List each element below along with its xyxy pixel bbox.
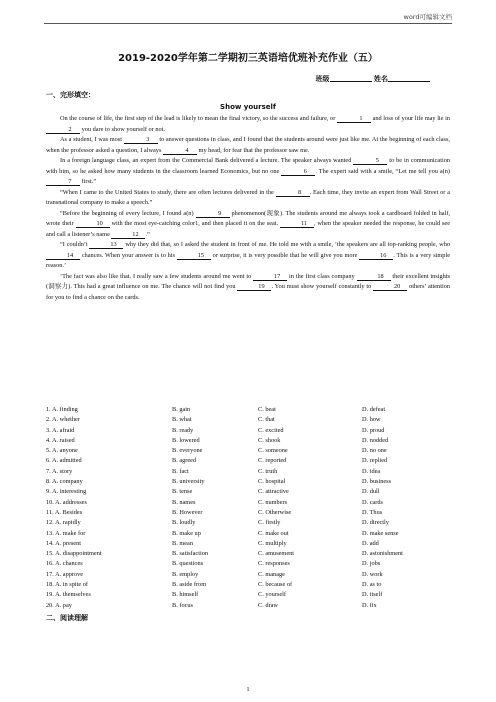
option-d[interactable]: D. directly (362, 519, 389, 527)
passage-text: with the most eye-catching color1, and then placed it on the seat. (109, 220, 280, 227)
passage-title: Show yourself (220, 103, 276, 111)
option-a[interactable]: 5. A. anyone (46, 447, 78, 455)
blank-4[interactable]: 4 (163, 147, 197, 155)
option-c[interactable]: C. make out (258, 529, 289, 537)
option-b[interactable]: B. satisfaction (172, 550, 209, 558)
option-d[interactable]: D. dull (362, 488, 380, 496)
option-row (46, 570, 450, 580)
passage-text: my head, for fear that the professor saw me. (196, 146, 310, 154)
passage-text: in the first class company (287, 272, 357, 280)
option-c[interactable]: C. multiply (258, 539, 287, 547)
blank-13[interactable]: 13 (89, 241, 123, 249)
option-b[interactable]: B. make up (172, 529, 201, 537)
option-c[interactable]: C. draw (258, 601, 278, 609)
passage-text: others’ attention for you to find a chance on the cards. (46, 283, 450, 301)
blank-19[interactable]: 19 (237, 283, 271, 291)
class-blank[interactable] (330, 73, 372, 82)
passage-text: . Each time, they invite an expert from Wall Street or a transnational company to make a speech.” (46, 188, 450, 206)
class-label: 班级 (315, 75, 330, 83)
option-c[interactable]: C. amusement (258, 550, 295, 558)
passage-text: phenomenon(现象). The students around me always took a cardboard folded in half, wrote their (46, 209, 450, 227)
passage-text: . You must show yourself constantly to (271, 283, 374, 290)
option-a[interactable]: 10. A. addresses (46, 498, 87, 506)
option-a[interactable]: 17. A. approve (46, 570, 84, 578)
option-row (46, 529, 450, 539)
option-a[interactable]: 4. A. raised (46, 436, 75, 444)
header-note: word可编辑文档 (403, 13, 452, 21)
blank-14[interactable]: 14 (46, 252, 80, 260)
blank-3[interactable]: 3 (124, 136, 158, 144)
option-c[interactable]: C. shook (258, 436, 281, 444)
option-row (46, 539, 450, 549)
blank-18[interactable]: 18 (357, 273, 391, 281)
option-d[interactable]: D. as to (362, 581, 382, 589)
option-d[interactable]: D. replied (362, 457, 388, 465)
option-d[interactable]: D. defeat (362, 406, 386, 413)
passage-text: you dare to show yourself or not. (80, 125, 165, 133)
page-number: 1 (246, 686, 250, 693)
passage-text: to be in communication with him, so he asked how many students in the classroom learned Economics, but no one (46, 157, 451, 175)
option-b[interactable]: B. gain (172, 406, 191, 413)
option-b[interactable]: B. everyone (172, 447, 203, 455)
section-heading-cloze: 一、完形填空： (46, 91, 95, 99)
blank-20[interactable]: 20 (373, 283, 407, 291)
option-c[interactable]: C. excited (258, 426, 284, 434)
passage-text: “Before the beginning of every lecture, I found a(n) (60, 209, 196, 217)
option-c[interactable]: C. numbers (258, 498, 288, 506)
option-c[interactable]: C. firstly (258, 519, 281, 527)
blank-2[interactable]: 2 (46, 126, 80, 134)
blank-1[interactable]: 1 (337, 115, 371, 123)
option-b[interactable]: B. However (172, 508, 203, 516)
passage-paragraph (46, 272, 450, 304)
option-row (46, 456, 450, 466)
passage-text: .” (145, 230, 150, 238)
option-c[interactable]: C. because of (258, 581, 293, 589)
passage-text: why they did that, so I asked the student in front of me. He told me with a smile, ‘the speakers are all top-ranking people, who (123, 241, 450, 248)
option-row (46, 508, 450, 518)
option-row (46, 559, 450, 569)
option-row (46, 590, 450, 600)
blank-12[interactable]: 12 (111, 231, 145, 239)
option-c[interactable]: C. truth (258, 467, 278, 475)
passage-text: . The expert said with a smile, “Let me tell you a(n) (315, 167, 451, 175)
option-c[interactable]: C. beat (258, 406, 276, 413)
option-row (46, 446, 450, 456)
option-b[interactable]: B. himself (172, 591, 199, 599)
option-d[interactable]: D. jobs (362, 560, 381, 568)
option-c[interactable]: C. manage (258, 570, 285, 578)
option-b[interactable]: B. tense (172, 488, 193, 496)
option-d[interactable]: D. make sense (362, 529, 399, 537)
option-b[interactable]: B. mean (172, 539, 193, 547)
passage-paragraph (46, 188, 450, 209)
option-a[interactable]: 11. A. Besides (46, 508, 83, 516)
cloze-passage (46, 114, 450, 303)
option-b[interactable]: B. agreed (172, 457, 197, 465)
passage-text: or surprise, it is very possible that he will give you more (210, 251, 360, 259)
option-d[interactable]: D. fix (362, 601, 377, 609)
option-row (46, 498, 450, 508)
option-d[interactable]: D. astonishment (362, 550, 403, 558)
passage-paragraph (46, 135, 450, 156)
passage-paragraph (46, 156, 450, 188)
passage-text: their excellent insights (洞察力). This had a great influence on me. The chance will not find you (46, 272, 450, 290)
blank-7[interactable]: 7 (46, 178, 80, 186)
passage-text: As a student, I was most (60, 136, 124, 143)
option-d[interactable]: D. idea (362, 467, 381, 475)
blank-6[interactable]: 6 (281, 168, 315, 176)
option-a[interactable]: 19. A. themselves (46, 591, 91, 599)
option-row (46, 549, 450, 559)
option-b[interactable]: B. aside from (172, 581, 207, 589)
blank-10[interactable]: 10 (76, 220, 110, 228)
option-d[interactable]: D. cards (362, 498, 383, 506)
option-c[interactable]: C. hospital (258, 478, 286, 486)
option-row (46, 601, 450, 611)
option-c[interactable]: C. someone (258, 447, 288, 455)
option-b[interactable]: B. employ (172, 570, 199, 578)
option-b[interactable]: B. questions (172, 560, 204, 568)
passage-text: and loss of your life may lie in (370, 115, 450, 122)
option-a[interactable]: 2. A. whether (46, 416, 80, 424)
option-a[interactable]: 9. A. interesting (46, 488, 87, 496)
passage-text: to answer questions in class, and I found that the students around were just like me. At the beginning of each class, when the professor asked a question, I always (46, 136, 450, 154)
option-d[interactable]: D. itself (362, 591, 383, 599)
name-blank[interactable] (388, 73, 430, 82)
passage-paragraph (46, 240, 450, 272)
class-name-line (316, 73, 430, 84)
option-a[interactable]: 18. A. in spite of (46, 581, 88, 589)
passage-text: “I couldn’t (60, 241, 90, 248)
option-a[interactable]: 8. A. company (46, 478, 83, 486)
option-a[interactable]: 13. A. make for (46, 529, 86, 537)
option-d[interactable]: D. work (362, 570, 383, 578)
option-a[interactable]: 14. A. present (46, 539, 81, 547)
option-d[interactable]: D. Thus (362, 508, 383, 516)
name-label: 姓名 (374, 75, 388, 83)
option-d[interactable]: D. add (362, 539, 379, 547)
option-a[interactable]: 20. A. pay (46, 601, 72, 609)
option-c[interactable]: C. responses (258, 560, 290, 568)
option-row (46, 477, 450, 487)
option-c[interactable]: C. reported (258, 457, 287, 465)
option-b[interactable]: B. loudly (172, 519, 196, 527)
blank-11[interactable]: 11 (280, 220, 314, 228)
option-d[interactable]: D. nodded (362, 436, 389, 444)
option-row (46, 405, 450, 415)
options-list (46, 405, 450, 611)
passage-text: first.” (80, 178, 97, 185)
option-c[interactable]: C. that (258, 416, 275, 424)
passage-text: . This is a very simple reason.’ (46, 251, 450, 269)
option-d[interactable]: D. proud (362, 426, 385, 434)
passage-text: ‘The fact was also like that. I really saw a few students around me went to (60, 272, 254, 280)
blank-15[interactable]: 15 (177, 252, 211, 260)
option-row (46, 467, 450, 477)
blank-5[interactable]: 5 (353, 157, 387, 165)
passage-paragraph (46, 209, 450, 241)
section-heading-reading: 二、阅读理解 (46, 614, 88, 622)
option-a[interactable]: 16. A. chances (46, 560, 83, 568)
option-d[interactable]: D. no one (362, 447, 387, 455)
option-c[interactable]: C. attractive (258, 488, 289, 496)
option-a[interactable]: 12. A. rapidly (46, 519, 81, 527)
option-a[interactable]: 6. A. admitted (46, 457, 82, 465)
blank-17[interactable]: 17 (253, 273, 287, 281)
passage-text: In a foreign language class, an expert from the Commercial Bank delivered a lecture. The speaker always wanted (60, 157, 354, 164)
option-row (46, 487, 450, 497)
header-rule (44, 23, 452, 24)
option-row (46, 436, 450, 446)
option-a[interactable]: 15. A. disappointment (46, 550, 102, 558)
page-title: 2019-2020学年第二学期初三英语培优班补充作业（五） (118, 53, 378, 64)
option-b[interactable]: B. names (172, 498, 196, 506)
option-d[interactable]: D. business (362, 478, 392, 486)
option-b[interactable]: B. fact (172, 467, 189, 475)
option-row (46, 426, 450, 436)
option-b[interactable]: B. what (172, 416, 192, 424)
option-a[interactable]: 3. A. afraid (46, 426, 75, 434)
blank-16[interactable]: 16 (359, 252, 393, 260)
option-d[interactable]: D. how (362, 416, 381, 424)
option-b[interactable]: B. ready (172, 426, 194, 434)
option-row (46, 580, 450, 590)
option-row (46, 518, 450, 528)
passage-text: , when the speaker needed the response, he could see and call a listener’s name (46, 220, 451, 238)
option-b[interactable]: B. focus (172, 601, 193, 609)
option-c[interactable]: C. Otherwise (258, 508, 292, 516)
option-row (46, 415, 450, 425)
passage-text: On the course of life, the first step of the lead is likely to mean the final victory, so the success and failure, or (60, 115, 337, 122)
passage-text: chances. When your answer is to his (80, 251, 177, 259)
option-a[interactable]: 7. A. story (46, 467, 73, 475)
option-b[interactable]: B. lowered (172, 436, 200, 444)
passage-paragraph (46, 114, 450, 135)
option-b[interactable]: B. university (172, 478, 205, 486)
passage-text: “When I came to the United States to study, there are often lectures delivered in the (60, 188, 276, 196)
blank-9[interactable]: 9 (196, 210, 230, 218)
blank-8[interactable]: 8 (276, 189, 310, 197)
option-c[interactable]: C. yourself (258, 591, 286, 599)
option-a[interactable]: 1. A. finding (46, 406, 78, 413)
